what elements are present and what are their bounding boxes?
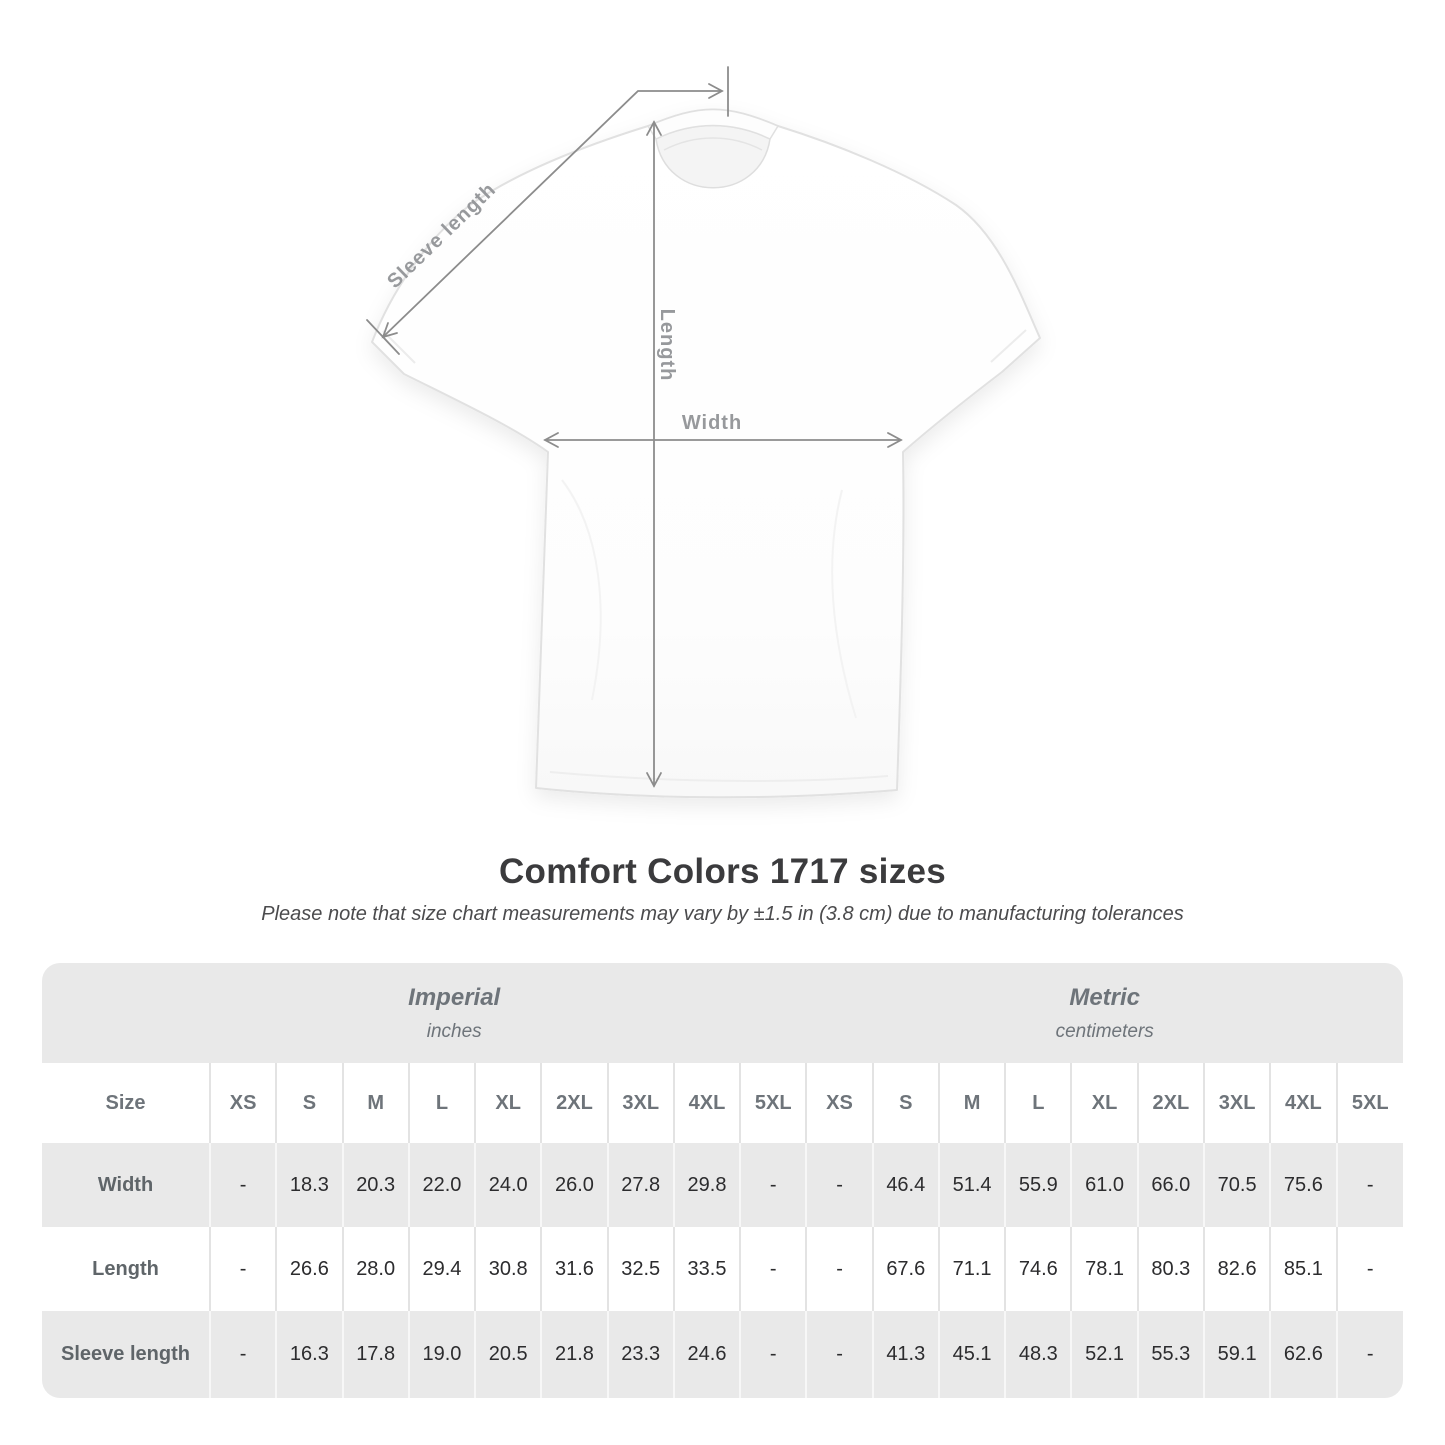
measurement-cell: 17.8 — [343, 1311, 409, 1398]
measurement-cell: - — [1337, 1227, 1403, 1311]
measurement-cell: - — [1337, 1311, 1403, 1398]
measurement-cell: 21.8 — [541, 1311, 607, 1398]
measurement-cell: 26.6 — [276, 1227, 342, 1311]
measurement-cell: 59.1 — [1204, 1311, 1270, 1398]
measurement-cell: - — [740, 1311, 806, 1398]
size-header-s: S — [873, 1063, 939, 1143]
size-header-5xl: 5XL — [740, 1063, 806, 1143]
size-chart — [42, 963, 1403, 1398]
measurement-cell: 75.6 — [1270, 1143, 1336, 1227]
measurement-cell: 45.1 — [939, 1311, 1005, 1398]
size-header-3xl: 3XL — [608, 1063, 674, 1143]
size-header-xs: XS — [806, 1063, 872, 1143]
metric-unit-header — [806, 963, 1403, 1063]
measurement-cell: 67.6 — [873, 1227, 939, 1311]
imperial-unit-header — [42, 963, 806, 1063]
size-header-5xl: 5XL — [1337, 1063, 1403, 1143]
size-header-xs: XS — [210, 1063, 276, 1143]
measurement-cell: 27.8 — [608, 1143, 674, 1227]
measurement-cell: 48.3 — [1005, 1311, 1071, 1398]
metric-label: Metric — [1069, 983, 1141, 1011]
table-row-width — [42, 1143, 1403, 1227]
size-header-m: M — [939, 1063, 1005, 1143]
row-label: Length — [42, 1227, 210, 1311]
measurement-cell: 62.6 — [1270, 1311, 1336, 1398]
size-chart-table — [42, 963, 1403, 1398]
measurement-cell: 26.0 — [541, 1143, 607, 1227]
size-header-row — [42, 1063, 1403, 1143]
measurement-cell: 32.5 — [608, 1227, 674, 1311]
size-header-4xl: 4XL — [674, 1063, 740, 1143]
measurement-cell: - — [806, 1227, 872, 1311]
measurement-cell: 66.0 — [1138, 1143, 1204, 1227]
measurement-cell: 29.4 — [409, 1227, 475, 1311]
size-header-3xl: 3XL — [1204, 1063, 1270, 1143]
measurement-cell: 22.0 — [409, 1143, 475, 1227]
measurement-cell: - — [806, 1311, 872, 1398]
measurement-cell: 24.6 — [674, 1311, 740, 1398]
measurement-cell: - — [210, 1227, 276, 1311]
measurement-cell: 24.0 — [475, 1143, 541, 1227]
size-header-2xl: 2XL — [541, 1063, 607, 1143]
size-header-4xl: 4XL — [1270, 1063, 1336, 1143]
measurement-cell: 28.0 — [343, 1227, 409, 1311]
tolerance-note: Please note that size chart measurements may vary by ±1.5 in (3.8 cm) due to manufacturing tolerances — [261, 903, 1184, 925]
width-label: Width — [681, 412, 743, 434]
measurement-cell: - — [740, 1227, 806, 1311]
measurement-cell: 46.4 — [873, 1143, 939, 1227]
measurement-cell: 52.1 — [1071, 1311, 1137, 1398]
size-header-2xl: 2XL — [1138, 1063, 1204, 1143]
measurement-cell: 31.6 — [541, 1227, 607, 1311]
sleeve-length-label: Sleeve length — [383, 178, 501, 293]
size-header-l: L — [409, 1063, 475, 1143]
measurement-cell: 23.3 — [608, 1311, 674, 1398]
metric-unit: centimeters — [1055, 1020, 1154, 1042]
measurement-cell: 80.3 — [1138, 1227, 1204, 1311]
length-label: Length — [656, 308, 678, 382]
measurement-cell: 16.3 — [276, 1311, 342, 1398]
measurement-cell: 55.9 — [1005, 1143, 1071, 1227]
measurement-cell: 41.3 — [873, 1311, 939, 1398]
row-label: Sleeve length — [42, 1311, 210, 1398]
size-header-s: S — [276, 1063, 342, 1143]
size-column-header: Size — [42, 1063, 210, 1143]
measurement-cell: 33.5 — [674, 1227, 740, 1311]
measurement-cell: - — [210, 1143, 276, 1227]
measurement-cell: 74.6 — [1005, 1227, 1071, 1311]
measurement-cell: 51.4 — [939, 1143, 1005, 1227]
measurement-cell: 30.8 — [475, 1227, 541, 1311]
page-title: Comfort Colors 1717 sizes — [498, 852, 947, 891]
measurement-cell: 29.8 — [674, 1143, 740, 1227]
measurement-cell: 55.3 — [1138, 1311, 1204, 1398]
measurement-cell: 71.1 — [939, 1227, 1005, 1311]
measurement-cell: 18.3 — [276, 1143, 342, 1227]
imperial-unit: inches — [426, 1020, 482, 1042]
measurement-cell: - — [740, 1143, 806, 1227]
measurement-cell: 70.5 — [1204, 1143, 1270, 1227]
measurement-cell: - — [806, 1143, 872, 1227]
row-label: Width — [42, 1143, 210, 1227]
measurement-cell: 20.3 — [343, 1143, 409, 1227]
measurement-cell: 20.5 — [475, 1311, 541, 1398]
measurement-cell: - — [210, 1311, 276, 1398]
unit-band-row — [42, 963, 1403, 1063]
size-header-l: L — [1005, 1063, 1071, 1143]
measurement-cell: 85.1 — [1270, 1227, 1336, 1311]
measurement-cell: 19.0 — [409, 1311, 475, 1398]
measurement-cell: 61.0 — [1071, 1143, 1137, 1227]
measurement-cell: 78.1 — [1071, 1227, 1137, 1311]
measurement-cell: 82.6 — [1204, 1227, 1270, 1311]
size-header-xl: XL — [1071, 1063, 1137, 1143]
size-header-m: M — [343, 1063, 409, 1143]
imperial-label: Imperial — [408, 983, 501, 1011]
table-row-length — [42, 1227, 1403, 1311]
table-row-sleeve-length — [42, 1311, 1403, 1398]
measurement-cell: - — [1337, 1143, 1403, 1227]
size-header-xl: XL — [475, 1063, 541, 1143]
